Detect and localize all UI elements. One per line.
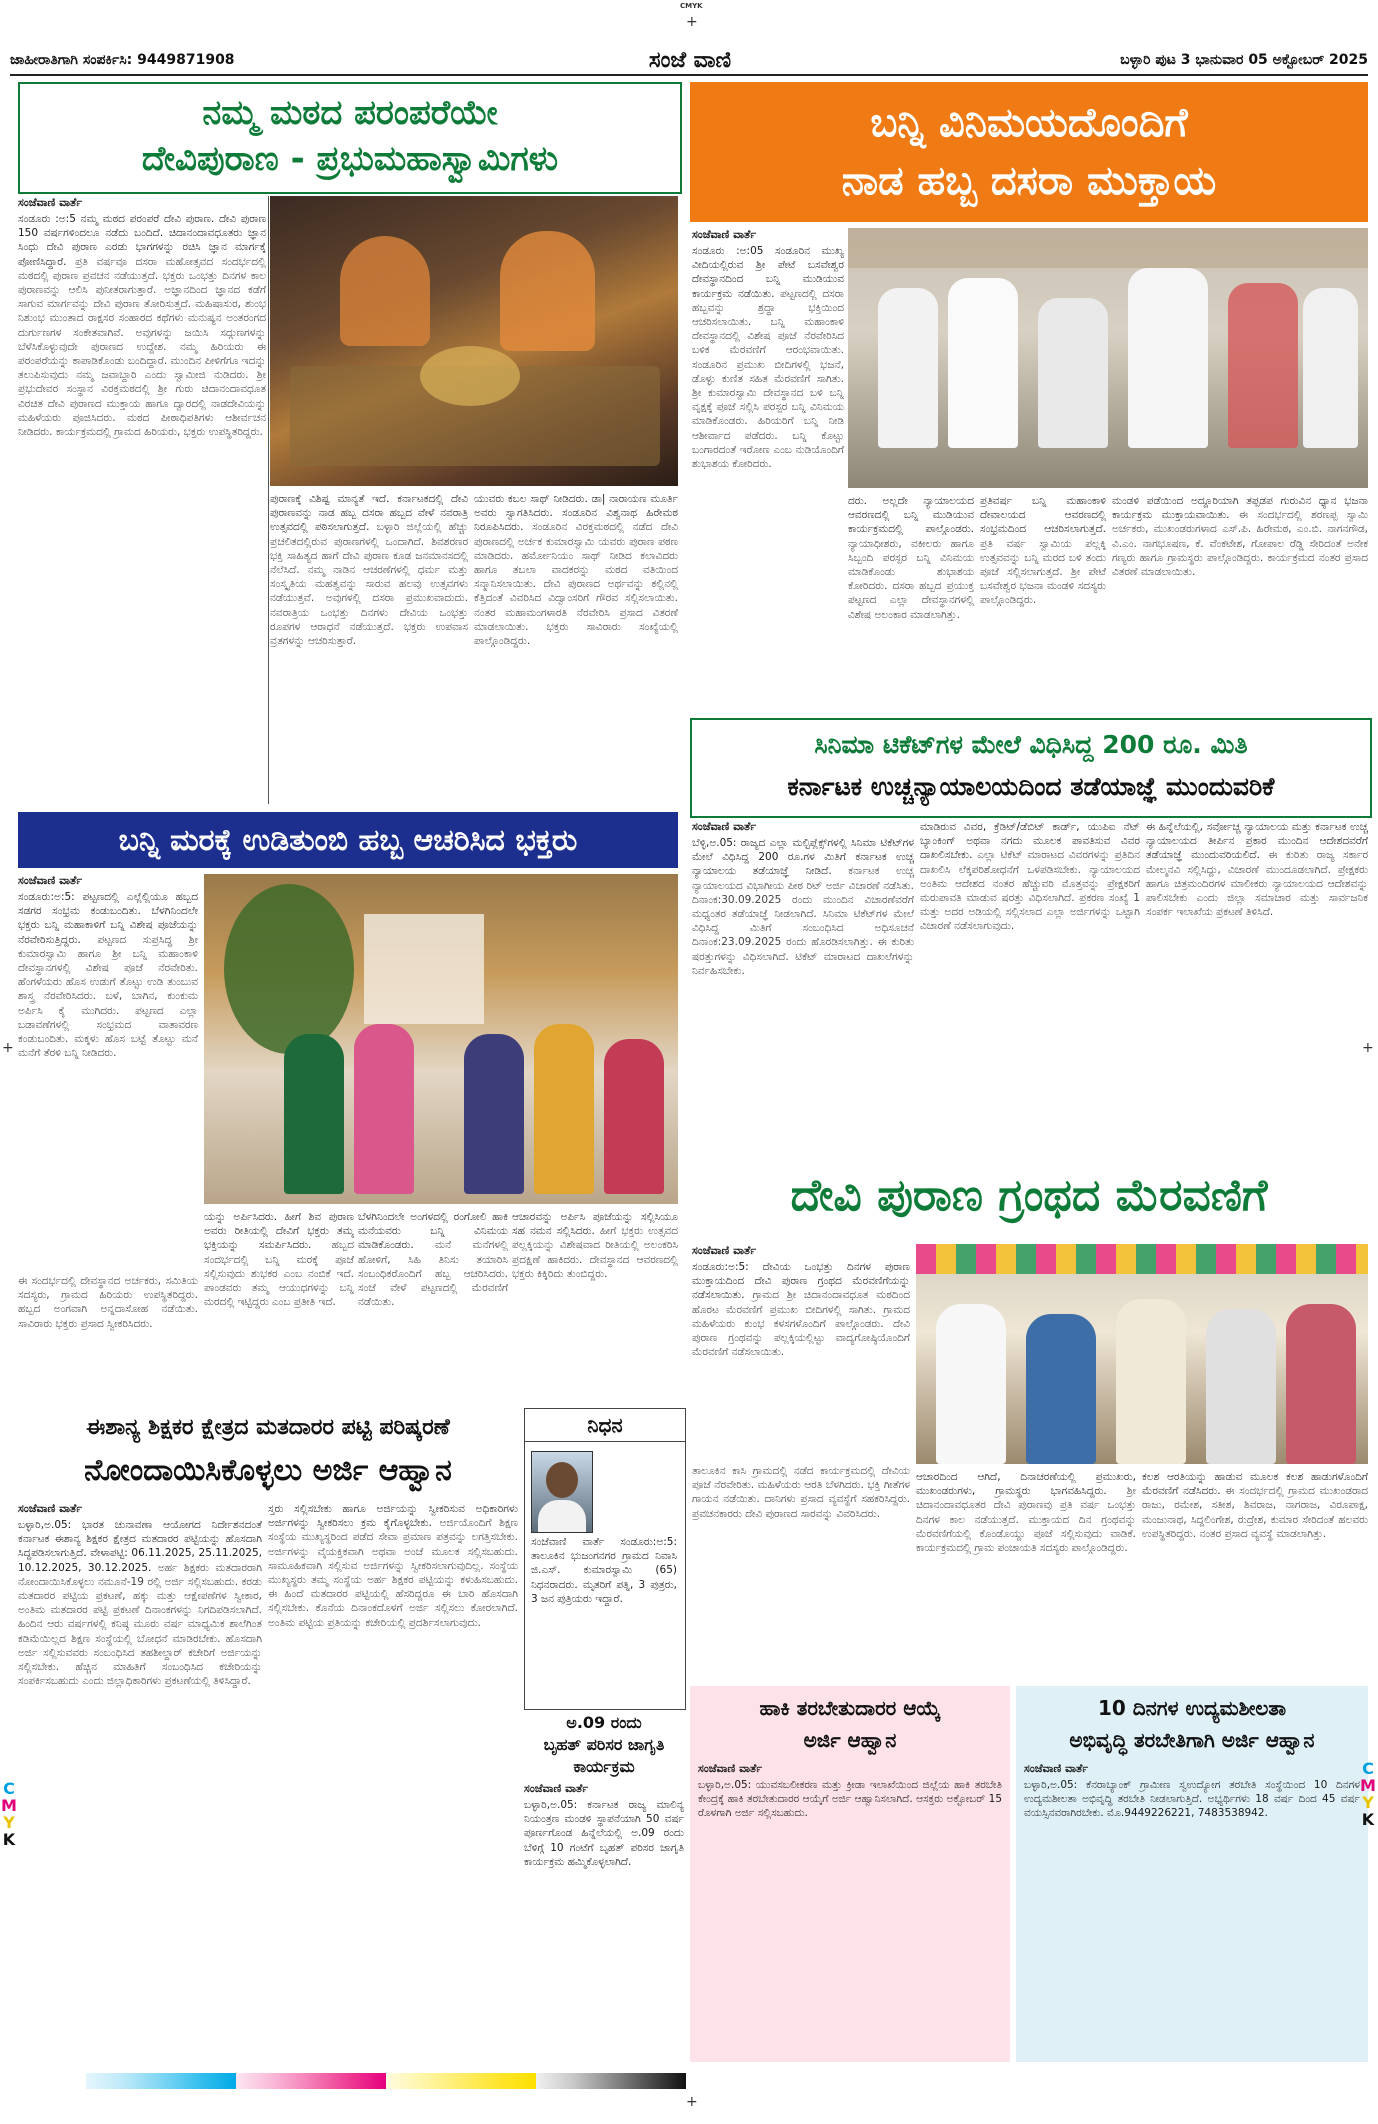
cinema-headline xyxy=(690,718,1372,818)
banni-vinimaya-headline-line2: ನಾಡ ಹಬ್ಬ ದಸರಾ ಮುಕ್ತಾಯ xyxy=(841,158,1217,204)
ads-contact: ಜಾಹೀರಾತಿಗಾಗಿ ಸಂಪರ್ಕಿಸಿ: 9449871908 xyxy=(10,52,235,68)
eshanya-dateline: ಸಂಜೆವಾಣಿ ವಾರ್ತೆ xyxy=(18,1502,83,1515)
environment-text: ಬಳ್ಳಾರಿ,ಅ.05: ಕರ್ನಾಟಕ ರಾಜ್ಯ ಮಾಲಿನ್ಯ ನಿಯಂತ್ರಣ ಮಂಡಳಿ ಸ್ಥಾಪನೆಯಾಗಿ 50 ವರ್ಷ ಪೂರ್ಣಗೊಂಡ ಹಿನ್ನೆಲೆಯಲ್ಲಿ ಅ.09 ರಂದು ಬೆಳಿಗ್ಗೆ 10 ಗಂಟೆಗೆ ಬೃಹತ್ ಪರಿಸರ ಜಾಗೃತಿ ಕಾರ್ಯಕ್ರಮ ಹಮ್ಮಿಕೊಳ್ಳಲಾಗಿದೆ. xyxy=(524,1799,684,1868)
skill-headline-line2: ಅಭಿವೃದ್ಧಿ ತರಬೇತಿಗಾಗಿ ಅರ್ಜಿ ಆಹ್ವಾನ xyxy=(1069,1728,1315,1752)
photo-shape xyxy=(284,1034,344,1194)
cinema-col3-text: ಈ ಹಿನ್ನೆಲೆಯಲ್ಲಿ, ಸರ್ವೋಚ್ಚ ನ್ಯಾಯಾಲಯ ಮತ್ತು ಕರ್ನಾಟಕ ಉಚ್ಚ ನ್ಯಾಯಾಲಯದ ತೀರ್ಪಿನ ಪ್ರಕಾರ ಮುಂದಿನ ಆದೇಶದವರೆಗೆ ತಡೆಯಾಜ್ಞೆ ಮುಂದುವರಿಯಲಿದೆ. xyxy=(1146,821,1368,862)
devi-purana-col3-text: ಯುವರು ಕಬಲ ಸಾಥ್ ನೀಡಿದರು. ಡಾ| ನಾರಾಯಣ ಮೂರ್ತಿ ಅವರು ಸ್ವಾಗತಿಸಿದರು. ಸಂಡೂರಿನ ವಿಶ್ವನಾಥ ಹಿರೇಮಠ ನಿರೂಪಿಸಿದರು. xyxy=(474,493,678,534)
procession-col1: ಸಂಜೆವಾಣಿ ವಾರ್ತೆ ಸಂಡೂರು:ಅ:5: ದೇವಿಯ ಒಂಭತ್ತು ದಿನಗಳ ಪುರಾಣ ಮುಕ್ತಾಯದಿಂದ ದೇವಿ ಪುರಾಣ ಗ್ರಂಥದ ಮೆರವಣಿಗೆಯನ್ನು ನಡೆಸಲಾಯಿತು. ಗ್ರಾಮದ ಶ್ರೀ ಚಿದಾನಂದಾವಧೂತ ಮಠದಿಂದ ಹೊರಟ ಮೆರವಣಿಗೆ ಪ್ರಮುಖ ಬೀದಿಗಳಲ್ಲಿ ಸಾಗಿತು. ಗ್ರಾಮದ ಮಹಿಳೆಯರು ಕುಂಭ ಕಳಸಗಳೊಂದಿಗೆ ಪಾಲ್ಗೊಂಡರು. ದೇವಿ ಪುರಾಣ ಗ್ರಂಥವನ್ನು ಪಲ್ಲಕ್ಕಿಯಲ್ಲಿಟ್ಟು ವಾದ್ಯಗೋಷ್ಠಿಯೊಂದಿಗೆ ಮೆರವಣಿಗೆ ನಡೆಸಲಾಯಿತು. xyxy=(692,1244,910,1359)
banni-vinimaya-col3-text: ಪ್ರತಿವರ್ಷ ಬನ್ನಿ ಮಹಾಂಕಾಳಿ ದೇವಾಲಯದ ಆವರಣದಲ್ಲಿ ಸಂಭ್ರಮದಿಂದ ಆಚರಿಸಲಾಗುತ್ತದೆ. xyxy=(980,495,1106,536)
obituary-portrait xyxy=(531,1451,593,1533)
date-line: ಬಳ್ಳಾರಿ ಪುಟ 3 ಭಾನುವಾರ 05 ಅಕ್ಟೋಬರ್ 2025 xyxy=(1120,52,1368,68)
procession-col2: ಆಚಾರದಿಂದ ಆಗಿದೆ, ದಿನಾಚರಣೆಯಲ್ಲಿ ಪ್ರಮುಖರು, ಮುಖಂಡರುಗಳು, ಗ್ರಾಮಸ್ಥರು ಭಾಗವಹಿಸಿದ್ದರು. ಶ್ರೀ ಚಿದಾನಂದಾವಧೂತರ ದೇವಿ ಪುರಾಣವು ಪ್ರತಿ ವರ್ಷ ಒಂಭತ್ತು ದಿನಗಳ ಕಾಲ ನಡೆಯುತ್ತದೆ. ಮುಕ್ತಾಯದ ದಿನ ಗ್ರಂಥವನ್ನು ಮೆರವಣಿಗೆಯಲ್ಲಿ ಕೊಂಡೊಯ್ದು ಪೂಜೆ ಸಲ್ಲಿಸುವುದು ವಾಡಿಕೆ. ಕಾರ್ಯಕ್ರಮದಲ್ಲಿ ಗ್ರಾಮ ಪಂಚಾಯತಿ ಸದಸ್ಯರು ಪಾಲ್ಗೊಂಡಿದ್ದರು. xyxy=(916,1471,1136,1555)
banni-vinimaya-lead: ಸಂಡೂರು :ಅ:05 ಸಂಡೂರಿನ ಮುಖ್ಯ ವೀದಿಯಲ್ಲಿರುವ ಶ್ರೀ ಪೇಟೆ ಬಸವೇಶ್ವರ ದೇವಸ್ಥಾನದಿಂದ ಬನ್ನಿ ಮುಡಿಯುವ ಕಾರ್ಯಕ್ರಮ ನಡೆಯಿತು. xyxy=(692,245,844,300)
photo-shape xyxy=(364,914,484,1024)
masthead xyxy=(10,47,1368,76)
photo-shape xyxy=(546,1462,578,1498)
procession-col2-text: ಆಚಾರದಿಂದ ಆಗಿದೆ, ದಿನಾಚರಣೆಯಲ್ಲಿ ಪ್ರಮುಖರು, ಮುಖಂಡರುಗಳು, ಗ್ರಾಮಸ್ಥರು ಭಾಗವಹಿಸಿದ್ದರು. xyxy=(916,1471,1136,1498)
photo-shape xyxy=(1026,1314,1096,1464)
cmyk-k: K xyxy=(2,1830,16,1849)
coaching-text: ಬಳ್ಳಾರಿ,ಅ.05: ಯುವಸಬಲೀಕರಣ ಮತ್ತು ಕ್ರೀಡಾ ಇಲಾಖೆಯಿಂದ ಜಿಲ್ಲೆಯ ಹಾಕಿ ತರಬೇತಿ ಕೇಂದ್ರಕ್ಕೆ ಹಾಕಿ ತರಬೇತುದಾರರ ಆಯ್ಕೆಗೆ ಅರ್ಜಿ ಆಹ್ವಾನಿಸಲಾಗಿದೆ. ಆಸಕ್ತರು ಅಕ್ಟೋಬರ್ 15 ರೊಳಗಾಗಿ ಅರ್ಜಿ ಸಲ್ಲಿಸಬಹುದು. xyxy=(698,1779,1002,1820)
photo-shape xyxy=(354,1024,414,1194)
photo-shape xyxy=(1128,268,1208,448)
devi-purana-col3: ಯುವರು ಕಬಲ ಸಾಥ್ ನೀಡಿದರು. ಡಾ| ನಾರಾಯಣ ಮೂರ್ತಿ ಅವರು ಸ್ವಾಗತಿಸಿದರು. ಸಂಡೂರಿನ ವಿಶ್ವನಾಥ ಹಿರೇಮಠ ನಿರೂಪಿಸಿದರು. ಸಂಡೂರಿನ ವಿರಕ್ತಮಠದಲ್ಲಿ ನಡೆದ ದೇವಿ ಪುರಾಣದಲ್ಲಿ ಅರ್ಚಕ ಕುಮಾರಸ್ವಾಮಿ ಯವರು ಪುರಾಣ ಪಠಣ ಮಾಡಿದರು. ಹರ್ಮೋನಿಯಂ ಸಾಥ್ ನೀಡಿದ ಕಲಾವಿದರು ಹಾಗೂ ತಬಲಾ ವಾದಕರನ್ನು ಮಠದ ವತಿಯಿಂದ ಸನ್ಮಾನಿಸಲಾಯಿತು. ದೇವಿ ಪುರಾಣದ ಅರ್ಥವನ್ನು ಕಲ್ಲಿನಲ್ಲಿ ಕೆತ್ತಿದಂತೆ ವಿವರಿಸಿದ ವಿದ್ವಾಂಸರಿಗೆ ಗೌರವ ಸಲ್ಲಿಸಲಾಯಿತು. ನಂತರ ಮಹಾಮಂಗಳಾರತಿ ನೆರವೇರಿಸಿ ಪ್ರಸಾದ ವಿತರಣೆ ಮಾಡಲಾಯಿತು. ಭಕ್ತರು ಸಾವಿರಾರು ಸಂಖ್ಯೆಯಲ್ಲಿ ಪಾಲ್ಗೊಂಡಿದ್ದರು. xyxy=(474,493,678,648)
photo-shape xyxy=(1286,1304,1356,1464)
obituary-title: ನಿಧನ xyxy=(525,1409,685,1442)
photo-shape xyxy=(500,231,595,351)
banni-marakke-col4: ಆಚಾರವನ್ನು ಅರ್ಪಿಸಿ ಪೂಜೆಯನ್ನು ಸಲ್ಲಿಸಿಯೂ ಸಹ ನಮನ ಸಲ್ಲಿಸಿದರು. ಹೀಗೆ ಭಕ್ತರು ಉತ್ಸವದ ಪಲ್ಲಕ್ಕಿಯನ್ನು ವಿಶೇಷವಾದ ರೀತಿಯಲ್ಲಿ ಅಲಂಕರಿಸಿ ಪ್ರದಕ್ಷಿಣೆ ಹಾಕಿದರು. ದೇವಸ್ಥಾನದ ಆವರಣದಲ್ಲಿ ಭಕ್ತರು ಕಿಕ್ಕಿರಿದು ತುಂಬಿದ್ದರು. xyxy=(512,1211,678,1280)
photo-shape xyxy=(1206,1309,1276,1464)
procession-col1-text: ಸಂಡೂರು:ಅ:5: ದೇವಿಯ ಒಂಭತ್ತು ದಿನಗಳ ಪುರಾಣ ಮುಕ್ತಾಯದಿಂದ ದೇವಿ ಪುರಾಣ ಗ್ರಂಥದ ಮೆರವಣಿಗೆಯನ್ನು ನಡೆಸಲಾಯಿತು. xyxy=(692,1261,910,1302)
cmyk-y: Y xyxy=(3,1813,15,1832)
photo-shape xyxy=(1228,283,1298,448)
cmyk-mark-top: CMYK xyxy=(680,2,703,10)
eshanya-headline-line1: ಈಶಾನ್ಯ ಶಿಕ್ಷಕರ ಕ್ಷೇತ್ರದ ಮತದಾರರ ಪಟ್ಟಿ ಪರಿಷ್ಕರಣೆ xyxy=(86,1415,450,1440)
rule xyxy=(268,196,269,804)
eshanya-headline xyxy=(18,1408,518,1500)
photo-shape xyxy=(1303,288,1358,448)
skill-dateline: ಸಂಜೆವಾಣಿ ವಾರ್ತೆ xyxy=(1024,1762,1089,1775)
cinema-dateline: ಸಂಜೆವಾಣಿ ವಾರ್ತೆ xyxy=(692,820,757,833)
banni-marakke-col2: ಯನ್ನು ಅರ್ಪಿಸಿದರು. ಹೀಗೆ ಶಿವ ಪುರಾಣ ಅವರು ರೀತಿಯಲ್ಲಿ ದೇವಿಗೆ ಭಕ್ತರು ತಮ್ಮ ಭಕ್ತಿಯನ್ನು ಸಮರ್ಪಿಸಿದರು. ಹಬ್ಬದ ಸಂದರ್ಭದಲ್ಲಿ ಬನ್ನಿ ಮರಕ್ಕೆ ಪೂಜೆ ಸಲ್ಲಿಸುವುದು ಶುಭಕರ ಎಂಬ ನಂಬಿಕೆ ಇದೆ. ಪಾಂಡವರು ತಮ್ಮ ಆಯುಧಗಳನ್ನು ಬನ್ನಿ ಮರದಲ್ಲಿ ಇಟ್ಟಿದ್ದರು ಎಂಬ ಪ್ರತೀತಿ ಇದೆ. xyxy=(204,1211,354,1309)
banni-marakke-col1: ಸಂಜೆವಾಣಿ ವಾರ್ತೆ ಸಂಡೂರು:ಅ:5: ಪಟ್ಟಣದಲ್ಲಿ ಎಲ್ಲೆಲ್ಲಿಯೂ ಹಬ್ಬದ ಸಡಗರ ಸಂಭ್ರಮ ಕಂಡುಬಂದಿತು. ಬೆಳಗಿನಿಂದಲೇ ಭಕ್ತರು ಬನ್ನಿ ಮಹಾಕಾಳಿಗೆ ಬನ್ನಿ ವಿಶೇಷ ಪೂಜೆಯನ್ನು ನೆರವೇರಿಸುತ್ತಿದ್ದರು. ಪಟ್ಟಣದ ಸುಪ್ರಸಿದ್ಧ ಶ್ರೀ ಕುಮಾರಸ್ವಾಮಿ ಹಾಗೂ ಶ್ರೀ ಬನ್ನಿ ಮಹಾಂಕಾಳಿ ದೇವಸ್ಥಾನಗಳಲ್ಲಿ ವಿಶೇಷ ಪೂಜೆ ನೆರವೇರಿತು. ಹೆಂಗಳೆಯರು ಹೊಸ ಉಡುಗೆ ತೊಟ್ಟು ಉಡಿ ತುಂಬುವ ಶಾಸ್ತ್ರ ನೆರವೇರಿಸಿದರು. ಬಳೆ, ಬಾಗಿನ, ಕುಂಕುಮ ಅರ್ಪಿಸಿ ಕೈ ಮುಗಿದರು. ಪಟ್ಟಣದ ಎಲ್ಲಾ ಬಡಾವಣೆಗಳಲ್ಲಿ ಸಂಭ್ರಮದ ವಾತಾವರಣ ಕಂಡುಬಂದಿತು. ಮಕ್ಕಳು ಹೊಸ ಬಟ್ಟೆ ತೊಟ್ಟು ಮನೆ ಮನೆಗೆ ತೆರಳಿ ಬನ್ನಿ ನೀಡಿದರು. xyxy=(18,874,198,1060)
banni-vinimaya-col2-text: ದರು. ಅಲ್ಲದೇ ನ್ಯಾಯಾಲಯದ ಆವರಣದಲ್ಲಿ ಬನ್ನಿ ಮುಡಿಯುವ ಕಾರ್ಯಕ್ರಮದಲ್ಲಿ ಪಾಲ್ಗೊಂಡರು. xyxy=(848,495,974,536)
banni-marakke-col2-text: ಯನ್ನು ಅರ್ಪಿಸಿದರು. ಹೀಗೆ ಶಿವ ಪುರಾಣ ಅವರು ರೀತಿಯಲ್ಲಿ ದೇವಿಗೆ ಭಕ್ತರು ತಮ್ಮ ಭಕ್ತಿಯನ್ನು ಸಮರ್ಪಿಸಿದರು. xyxy=(204,1211,354,1252)
photo-shape xyxy=(420,346,520,406)
color-bar-cyan xyxy=(86,2073,236,2089)
coaching-body xyxy=(690,1756,1010,2058)
procession-col3: ಕಲಶ ಆರತಿಯನ್ನು ಹಾಡುವ ಮೂಲಕ ಕಲಶ ಹಾಡುಗಳೊಂದಿಗೆ ಮೆರವಣಿಗೆ ನಡೆಸಿದರು. ಈ ಸಂದರ್ಭದಲ್ಲಿ ಗ್ರಾಮದ ಮುಖಂಡರಾದ ರಾಜು, ರಮೇಶ, ಸತೀಶ, ಶಿವರಾಜ, ನಾಗರಾಜ, ವಿರೂಪಾಕ್ಷ, ಮಂಜುನಾಥ, ಸಿದ್ದಲಿಂಗೇಶ, ರುದ್ರೇಶ, ಕುಮಾರ ಸೇರಿದಂತೆ ಹಲವರು ಉಪಸ್ಥಿತರಿದ್ದರು. ನಂತರ ಪ್ರಸಾದ ವ್ಯವಸ್ಥೆ ಮಾಡಲಾಗಿತ್ತು. xyxy=(1142,1471,1368,1540)
banni-marakke-col4-text: ಆಚಾರವನ್ನು ಅರ್ಪಿಸಿ ಪೂಜೆಯನ್ನು ಸಲ್ಲಿಸಿಯೂ ಸಹ ನಮನ ಸಲ್ಲಿಸಿದರು. xyxy=(512,1211,678,1238)
photo-shape xyxy=(464,1034,524,1194)
obituary-box xyxy=(524,1408,686,1710)
banni-vinimaya-col4-text: ಮಂಡಳಿ ಪಡೆಯಿಂದ ಅದ್ದೂರಿಯಾಗಿ ತಪ್ಪಡಪ ಗುರುವಿನ ಧ್ಯಾನ ಭಜನಾ ಕಾರ್ಯಕ್ರಮ ಮುಕ್ತಾಯವಾಯಿತು. xyxy=(1112,495,1368,522)
cmyk-c: C xyxy=(1362,1759,1374,1778)
photo-shape xyxy=(916,1244,1368,1274)
photo-shape xyxy=(878,288,938,448)
obituary-text: ಸಂಜೆವಾಣಿ ವಾರ್ತೆ ಸಂಡೂರು:ಅ:5: ತಾಲೂಕಿನ ಭುಜಂಗನಗರ ಗ್ರಾಮದ ನಿವಾಸಿ ಜಿ.ಎಸ್. ಕುಮಾರಸ್ವಾಮಿ (65) ನಿಧನರಾದರು. ಮೃತರಿಗೆ ಪತ್ನಿ, 3 ಪುತ್ರರು, 3 ಜನ ಪುತ್ರಿಯರು ಇದ್ದಾರೆ. xyxy=(531,1536,677,1605)
devi-purana-photo xyxy=(270,196,678,486)
skill-training-box xyxy=(1016,1686,1368,2062)
banni-vinimaya-col4: ಮಂಡಳಿ ಪಡೆಯಿಂದ ಅದ್ದೂರಿಯಾಗಿ ತಪ್ಪಡಪ ಗುರುವಿನ ಧ್ಯಾನ ಭಜನಾ ಕಾರ್ಯಕ್ರಮ ಮುಕ್ತಾಯವಾಯಿತು. ಈ ಸಂದರ್ಭದಲ್ಲಿ ಶರಣಪ್ಪ ಸ್ವಾಮಿ ಅರ್ಚಕರು, ಮುಖಂಡರುಗಳಾದ ಎಸ್.ಪಿ. ಹಿರೇಮಠ, ಎಂ.ಬಿ. ನಾಗನಗೌಡ, ವಿ.ಎಂ. ನಾಗಭೂಷಣ, ಕೆ. ವೆಂಕಟೇಶ, ಗೋಪಾಲ ರೆಡ್ಡಿ ಸೇರಿದಂತೆ ಅನೇಕ ಗಣ್ಯರು ಹಾಗೂ ಗ್ರಾಮಸ್ಥರು ಪಾಲ್ಗೊಂಡಿದ್ದರು. ಕಾರ್ಯಕ್ರಮದ ನಂತರ ಪ್ರಸಾದ ವಿತರಣೆ ಮಾಡಲಾಯಿತು. xyxy=(1112,495,1368,579)
devi-purana-col2-text: ಪುರಾಣಕ್ಕೆ ವಿಶಿಷ್ಟ ಮಾನ್ಯತೆ ಇದೆ. ಕರ್ನಾಟಕದಲ್ಲಿ ದೇವಿ ಪುರಾಣವನ್ನು ನಾಡ ಹಬ್ಬ ದಸರಾ ಹಬ್ಬದ ವೇಳೆ ನವರಾತ್ರಿ ಉತ್ಸವದಲ್ಲಿ ಪಠಿಸಲಾಗುತ್ತದೆ. xyxy=(270,493,468,534)
banni-marakke-headline-text: ಬನ್ನಿ ಮರಕ್ಕೆ ಉಡಿತುಂಬಿ ಹಬ್ಬ ಆಚರಿಸಿದ ಭಕ್ತರು xyxy=(118,822,578,858)
photo-shape xyxy=(224,884,354,1054)
devi-purana-col1: ಸಂಜೆವಾಣಿ ವಾರ್ತೆ ಸಂಡೂರು :ಅ:5 ನಮ್ಮ ಮಠದ ಪರಂಪರೆ ದೇವಿ ಪುರಾಣ. ದೇವಿ ಪುರಾಣ 150 ವರ್ಷಗಳಿಂದಲೂ ನಡೆದು ಬಂದಿದೆ. ಚಿದಾನಂದಾವಧೂತರು ಜ್ಞಾನ ಸಿಂಧು ದೇವಿ ಪುರಾಣ ಎರಡು ಭಾಗಗಳನ್ನು ರಚಿಸಿ ಜ್ಞಾನ ಮಾರ್ಗಕ್ಕೆ ಪೋಣಿಸಿದ್ದಾರೆ. ಪ್ರತಿ ವರ್ಷವೂ ದಸರಾ ಮಹೋತ್ಸವದ ಸಂದರ್ಭದಲ್ಲಿ ಮಠದಲ್ಲಿ ಪುರಾಣ ಪ್ರವಚನ ನಡೆಯುತ್ತದೆ. ಭಕ್ತರು ಒಂಭತ್ತು ದಿನಗಳ ಕಾಲ ಪುರಾಣವನ್ನು ಆಲಿಸಿ ಪುನೀತರಾಗುತ್ತಾರೆ. ಅಜ್ಞಾನದಿಂದ ಜ್ಞಾನದ ಕಡೆಗೆ ಸಾಗುವ ಮಾರ್ಗವನ್ನು ದೇವಿ ಪುರಾಣ ತೋರಿಸುತ್ತದೆ. ಮಹಿಷಾಸುರ, ಶುಂಭ ನಿಶುಂಭ ಮುಂತಾದ ರಾಕ್ಷಸರ ಸಂಹಾರದ ಕಥೆಗಳು ಮನುಷ್ಯನ ಅಂತರಂಗದ ದುರ್ಗುಣಗಳ ಸಂಕೇತವಾಗಿವೆ. ಅವುಗಳನ್ನು ಜಯಿಸಿ ಸದ್ಗುಣಗಳನ್ನು ಬೆಳೆಸಿಕೊಳ್ಳುವುದೇ ಪುರಾಣದ ಉದ್ದೇಶ. ನಮ್ಮ ಹಿರಿಯರು ಈ ಪರಂಪರೆಯನ್ನು ಕಾಪಾಡಿಕೊಂಡು ಬಂದಿದ್ದಾರೆ. ಮುಂದಿನ ಪೀಳಿಗೆಗೂ ಇದನ್ನು ತಲುಪಿಸುವುದು ನಮ್ಮ ಜವಾಬ್ದಾರಿ ಎಂದು ಸ್ವಾಮೀಜಿ ನುಡಿದರು. ಶ್ರೀ ಪ್ರಭುದೇವರ ಸಂಸ್ಥಾನ ವಿರಕ್ತಮಠದಲ್ಲಿ ಶ್ರೀ ಗುರು ಚಿದಾನಂದಾವಧೂತ ವಿರಚಿತ ದೇವಿ ಪುರಾಣದ ಮುಕ್ತಾಯ ಹಾಗೂ ದ್ವಾರದಲ್ಲಿ ನಾಡದೇವಿಯನ್ನು ಮಹಿಳೆಯರು ಪೂಜಿಸಿದರು. ಮಠದ ಪೀಠಾಧಿಪತಿಗಳು ಆಶೀರ್ವಚನ ನೀಡಿದರು. ಕಾರ್ಯಕ್ರಮದಲ್ಲಿ ಗ್ರಾಮದ ಹಿರಿಯರು, ಭಕ್ತರು ಉಪಸ್ಥಿತರಿದ್ದರು. xyxy=(18,196,266,439)
devi-purana-headline xyxy=(18,82,682,194)
environment-headline-line3: ಕಾರ್ಯಕ್ರಮ xyxy=(573,1757,635,1776)
banni-marakke-col1b: ಈ ಸಂದರ್ಭದಲ್ಲಿ ದೇವಸ್ಥಾನದ ಅರ್ಚಕರು, ಸಮಿತಿಯ ಸದಸ್ಯರು, ಗ್ರಾಮದ ಹಿರಿಯರು ಉಪಸ್ಥಿತರಿದ್ದರು. ಹಬ್ಬದ ಅಂಗವಾಗಿ ಅನ್ನದಾಸೋಹ ನಡೆಯಿತು. ಸಾವಿರಾರು ಭಕ್ತರು ಪ್ರಸಾದ ಸ್ವೀಕರಿಸಿದರು. xyxy=(18,1275,198,1330)
environment-headline-line2: ಬೃಹತ್ ಪರಿಸರ ಜಾಗೃತಿ xyxy=(543,1735,665,1754)
procession-headline xyxy=(690,1150,1368,1240)
cmyk-m: M xyxy=(1,1796,17,1815)
photo-shape xyxy=(948,278,1018,448)
crop-mark-bottom: + xyxy=(686,2094,698,2110)
eshanya-headline-line2: ನೋಂದಾಯಿಸಿಕೊಳ್ಳಲು ಅರ್ಜಿ ಆಹ್ವಾನ xyxy=(84,1453,452,1488)
procession-col1b: ತಾಲೂಕಿನ ಕಾಸಿ ಗ್ರಾಮದಲ್ಲಿ ನಡೆದ ಕಾರ್ಯಕ್ರಮದಲ್ಲಿ ದೇವಿಯ ಪೂಜೆ ನೆರವೇರಿತು. ಮಹಿಳೆಯರು ಆರತಿ ಬೆಳಗಿದರು. ಭಕ್ತಿ ಗೀತೆಗಳ ಗಾಯನ ನಡೆಯಿತು. ದಾನಿಗಳು ಪ್ರಸಾದ ವ್ಯವಸ್ಥೆಗೆ ಸಹಕರಿಸಿದ್ದರು. ಪ್ರವಚನಕಾರರು ದೇವಿ ಪುರಾಣದ ಸಾರವನ್ನು ವಿವರಿಸಿದರು. xyxy=(692,1465,910,1520)
banni-marakke-headline xyxy=(18,812,678,868)
banni-vinimaya-photo xyxy=(848,228,1368,488)
photo-shape xyxy=(936,1304,1006,1464)
crop-mark-left: + xyxy=(2,1040,14,1056)
environment-headline-line1: ಅ.09 ರಂದು xyxy=(566,1713,642,1732)
banni-marakke-col3: ಬೆಳಗಿನಿಂದಲೇ ಅಂಗಳದಲ್ಲಿ ರಂಗೋಲಿ ಹಾಕಿ ಮನೆಯವರು ಬನ್ನಿ ವಿನಿಮಯ ಮಾಡಿಕೊಂಡರು. ಮನೆ ಮನೆಗಳಲ್ಲಿ ಹೋಳಿಗೆ, ಸಿಹಿ ತಿನಿಸು ತಯಾರಿಸಿ ಸಂಬಂಧಿಕರೊಂದಿಗೆ ಹಬ್ಬ ಆಚರಿಸಿದರು. ಸಂಜೆ ವೇಳೆ ಪಟ್ಟಣದಲ್ಲಿ ಮೆರವಣಿಗೆ ನಡೆಯಿತು. xyxy=(358,1211,508,1309)
cmyk-k: K xyxy=(1361,1810,1375,1829)
cinema-headline-line1: ಸಿನಿಮಾ ಟಿಕೆಟ್‌ಗಳ ಮೇಲೆ ವಿಧಿಸಿದ್ದ 200 ರೂ. ಮಿತಿ xyxy=(814,730,1248,759)
procession-photo xyxy=(916,1244,1368,1464)
photo-shape xyxy=(340,236,430,346)
banni-vinimaya-headline xyxy=(690,82,1368,222)
procession-dateline: ಸಂಜೆವಾಣಿ ವಾರ್ತೆ xyxy=(692,1244,757,1257)
procession-headline-text: ದೇವಿ ಪುರಾಣ ಗ್ರಂಥದ ಮೆರವಣಿಗೆ xyxy=(790,1169,1268,1221)
procession-col3-text: ಕಲಶ ಆರತಿಯನ್ನು ಹಾಡುವ ಮೂಲಕ ಕಲಶ ಹಾಡುಗಳೊಂದಿಗೆ ಮೆರವಣಿಗೆ ನಡೆಸಿದರು. xyxy=(1142,1471,1368,1498)
eshanya-col2-text: ಸ್ತರು ಸಲ್ಲಿಸಬೇಕು ಹಾಗೂ ಅರ್ಜಿಯನ್ನು ಸ್ವೀಕರಿಸುವ ಅಧಿಕಾರಿಗಳು ಅರ್ಜಿಗಳನ್ನು ಸ್ವೀಕರಿಸಲು ಕ್ರಮ ಕೈಗೊಳ್ಳಬೇಕು. xyxy=(268,1503,518,1530)
eshanya-col2: ಸ್ತರು ಸಲ್ಲಿಸಬೇಕು ಹಾಗೂ ಅರ್ಜಿಯನ್ನು ಸ್ವೀಕರಿಸುವ ಅಧಿಕಾರಿಗಳು ಅರ್ಜಿಗಳನ್ನು ಸ್ವೀಕರಿಸಲು ಕ್ರಮ ಕೈಗೊಳ್ಳಬೇಕು. ಅರ್ಜಿಯೊಂದಿಗೆ ಶಿಕ್ಷಣ ಸಂಸ್ಥೆಯ ಮುಖ್ಯಸ್ಥರಿಂದ ಪಡೆದ ಸೇವಾ ಪ್ರಮಾಣ ಪತ್ರವನ್ನು ಲಗತ್ತಿಸಬೇಕು. ಅರ್ಜಿಗಳನ್ನು ವೈಯಕ್ತಿಕವಾಗಿ ಅಥವಾ ಅಂಚೆ ಮೂಲಕ ಸಲ್ಲಿಸಬಹುದು. ಸಾಮೂಹಿಕವಾಗಿ ಸಲ್ಲಿಸುವ ಅರ್ಜಿಗಳನ್ನು ಸ್ವೀಕರಿಸಲಾಗುವುದಿಲ್ಲ. ಸಂಸ್ಥೆಯ ಮುಖ್ಯಸ್ಥರು ತಮ್ಮ ಸಂಸ್ಥೆಯ ಅರ್ಹ ಶಿಕ್ಷಕರ ಪಟ್ಟಿಯನ್ನು ಕಳುಹಿಸಬಹುದು. ಈ ಹಿಂದೆ ಮತದಾರರ ಪಟ್ಟಿಯಲ್ಲಿ ಹೆಸರಿದ್ದರೂ ಈ ಬಾರಿ ಹೊಸದಾಗಿ ಸಲ್ಲಿಸಬೇಕು. ಕೊನೆಯ ದಿನಾಂಕದೊಳಗೆ ಅರ್ಜಿ ಸಲ್ಲಿಸಲು ಕೋರಲಾಗಿದೆ. ಅಂತಿಮ ಪಟ್ಟಿಯ ಪ್ರತಿಯನ್ನು ಕಚೇರಿಯಲ್ಲಿ ಪ್ರದರ್ಶಿಸಲಾಗುವುದು. xyxy=(268,1503,518,1629)
banni-vinimaya-dateline: ಸಂಜೆವಾಣಿ ವಾರ್ತೆ xyxy=(692,228,757,241)
coaching-dateline: ಸಂಜೆವಾಣಿ ವಾರ್ತೆ xyxy=(698,1762,763,1775)
cinema-col2-text: ಮಾಡಿರುವ ವಿವರ, ಕ್ರೆಡಿಟ್/ಡೆಬಿಟ್ ಕಾರ್ಡ್, ಯುಪಿಐ ನೆಟ್ ಬ್ಯಾಂಕಿಂಗ್ ಅಥವಾ ನಗದು ಮೂಲಕ ಪಾವತಿಸುವ ವಿವರ ದಾಖಲಿಸಬೇಕು. xyxy=(920,821,1140,862)
environment-dateline: ಸಂಜೆವಾಣಿ ವಾರ್ತೆ xyxy=(524,1782,589,1795)
cinema-col3: ಈ ಹಿನ್ನೆಲೆಯಲ್ಲಿ, ಸರ್ವೋಚ್ಚ ನ್ಯಾಯಾಲಯ ಮತ್ತು ಕರ್ನಾಟಕ ಉಚ್ಚ ನ್ಯಾಯಾಲಯದ ತೀರ್ಪಿನ ಪ್ರಕಾರ ಮುಂದಿನ ಆದೇಶದವರೆಗೆ ತಡೆಯಾಜ್ಞೆ ಮುಂದುವರಿಯಲಿದೆ. ಈ ಕುರಿತು ರಾಜ್ಯ ಸರ್ಕಾರ ಮೇಲ್ಮನವಿ ಸಲ್ಲಿಸಿದ್ದು, ವಿಚಾರಣೆ ಮುಂದೂಡಲಾಗಿದೆ. ಪ್ರೇಕ್ಷಕರು ಹಾಗೂ ಚಿತ್ರಮಂದಿರಗಳ ಮಾಲೀಕರು ನ್ಯಾಯಾಲಯದ ಆದೇಶವನ್ನು ಪಾಲಿಸಬೇಕು ಎಂದು ಜಿಲ್ಲಾ ಸಮಾಚಾರ ಮತ್ತು ಸಾರ್ವಜನಿಕ ಸಂಪರ್ಕ ಇಲಾಖೆಯ ಪ್ರಕಟಣೆ ತಿಳಿಸಿದೆ. xyxy=(1146,821,1368,919)
skill-body xyxy=(1016,1756,1368,2058)
color-bar-yellow xyxy=(386,2073,536,2089)
paper-name: ಸಂಜೆ ವಾಣಿ xyxy=(648,47,732,73)
skill-text: ಬಳ್ಳಾರಿ,ಅ.05: ಕೆನರಾಬ್ಯಾಂಕ್ ಗ್ರಾಮೀಣ ಸ್ವಉದ್ಯೋಗ ತರಬೇತಿ ಸಂಸ್ಥೆಯಿಂದ 10 ದಿನಗಳ ಉದ್ಯಮಶೀಲತಾ ಅಭಿವೃದ್ಧಿ ತರಬೇತಿ ನೀಡಲಾಗುತ್ತಿದೆ. ಅಭ್ಯರ್ಥಿಗಳು 18 ವರ್ಷ ದಿಂದ 45 ವರ್ಷ ವಯಸ್ಸಿನವರಾಗಿರಬೇಕು. ಮೊ.9449226221, 7483538942. xyxy=(1024,1779,1360,1820)
banni-vinimaya-col3: ಪ್ರತಿವರ್ಷ ಬನ್ನಿ ಮಹಾಂಕಾಳಿ ದೇವಾಲಯದ ಆವರಣದಲ್ಲಿ ಸಂಭ್ರಮದಿಂದ ಆಚರಿಸಲಾಗುತ್ತದೆ. ಪ್ರತಿ ವರ್ಷ ಸ್ವಾಮಿಯ ಪಲ್ಲಕ್ಕಿ ಉತ್ಸವವನ್ನು ಬನ್ನಿ ಮರದ ಬಳಿ ತಂದು ಪೂಜೆ ಸಲ್ಲಿಸಲಾಗುತ್ತದೆ. ಶ್ರೀ ಪೇಟೆ ಬಸವೇಶ್ವರ ಭಜನಾ ಮಂಡಳಿ ಸದಸ್ಯರು ಪಾಲ್ಗೊಂಡಿದ್ದರು. xyxy=(980,495,1106,607)
cmyk-y: Y xyxy=(1362,1793,1374,1812)
banni-marakke-dateline: ಸಂಜೆವಾಣಿ ವಾರ್ತೆ xyxy=(18,874,83,887)
cmyk-c: C xyxy=(3,1779,15,1798)
eshanya-col1-text: ಬಳ್ಳಾರಿ,ಅ.05: ಭಾರತ ಚುನಾವಣಾ ಆಯೋಗದ ನಿರ್ದೇಶನದಂತೆ ಕರ್ನಾಟಕ ಈಶಾನ್ಯ ಶಿಕ್ಷಕರ ಕ್ಷೇತ್ರದ ಮತದಾರರ ಪಟ್ಟಿಯನ್ನು ಹೊಸದಾಗಿ ಸಿದ್ಧಪಡಿಸಲಾಗುತ್ತಿದೆ. ವೇಳಾಪಟ್ಟಿ: 06.11.2025, 25.11.2025, 10.12.2025, 30.12.2025. xyxy=(18,1519,262,1574)
photo-shape xyxy=(848,228,1368,268)
devi-purana-headline-line2: ದೇವಿಪುರಾಣ - ಪ್ರಭುಮಹಾಸ್ವಾಮಿಗಳು xyxy=(141,139,559,179)
eshanya-col1: ಸಂಜೆವಾಣಿ ವಾರ್ತೆ ಬಳ್ಳಾರಿ,ಅ.05: ಭಾರತ ಚುನಾವಣಾ ಆಯೋಗದ ನಿರ್ದೇಶನದಂತೆ ಕರ್ನಾಟಕ ಈಶಾನ್ಯ ಶಿಕ್ಷಕರ ಕ್ಷೇತ್ರದ ಮತದಾರರ ಪಟ್ಟಿಯನ್ನು ಹೊಸದಾಗಿ ಸಿದ್ಧಪಡಿಸಲಾಗುತ್ತಿದೆ. ವೇಳಾಪಟ್ಟಿ: 06.11.2025, 25.11.2025, 10.12.2025, 30.12.2025. ಅರ್ಹ ಶಿಕ್ಷಕರು ಮತದಾರರಾಗಿ ನೋಂದಾಯಿಸಿಕೊಳ್ಳಲು ನಮೂನೆ-19 ರಲ್ಲಿ ಅರ್ಜಿ ಸಲ್ಲಿಸಬಹುದು. ಕರಡು ಮತದಾರರ ಪಟ್ಟಿಯ ಪ್ರಕಟಣೆ, ಹಕ್ಕು ಮತ್ತು ಆಕ್ಷೇಪಣೆಗಳ ಸ್ವೀಕಾರ, ಅಂತಿಮ ಮತದಾರರ ಪಟ್ಟಿ ಪ್ರಕಟಣೆ ದಿನಾಂಕಗಳನ್ನು ನಿಗದಿಪಡಿಸಲಾಗಿದೆ. ಹಿಂದಿನ ಆರು ವರ್ಷಗಳಲ್ಲಿ ಕನಿಷ್ಠ ಮೂರು ವರ್ಷ ಮಾಧ್ಯಮಿಕ ಶಾಲೆಗಿಂತ ಕಡಿಮೆಯಿಲ್ಲದ ಶಿಕ್ಷಣ ಸಂಸ್ಥೆಯಲ್ಲಿ ಬೋಧನೆ ಮಾಡಿರಬೇಕು. ಹೊಸದಾಗಿ ಅರ್ಜಿ ಸಲ್ಲಿಸುವವರು ಸಂಬಂಧಿಸಿದ ತಹಶೀಲ್ದಾರ್ ಕಚೇರಿಗೆ ಅರ್ಜಿಯನ್ನು ಸಲ್ಲಿಸಬೇಕು. ಹೆಚ್ಚಿನ ಮಾಹಿತಿಗೆ ಸಂಬಂಧಿಸಿದ ಕಚೇರಿಯನ್ನು ಸಂಪರ್ಕಿಸಬಹುದು ಎಂದು ಜಿಲ್ಲಾಧಿಕಾರಿಗಳು ಪ್ರಕಟಣೆಯಲ್ಲಿ ತಿಳಿಸಿದ್ದಾರೆ. xyxy=(18,1502,262,1688)
photo-shape xyxy=(538,1500,586,1532)
cinema-col2: ಮಾಡಿರುವ ವಿವರ, ಕ್ರೆಡಿಟ್/ಡೆಬಿಟ್ ಕಾರ್ಡ್, ಯುಪಿಐ ನೆಟ್ ಬ್ಯಾಂಕಿಂಗ್ ಅಥವಾ ನಗದು ಮೂಲಕ ಪಾವತಿಸುವ ವಿವರ ದಾಖಲಿಸಬೇಕು. ಎಲ್ಲಾ ಟಿಕೆಟ್ ಮಾರಾಟದ ವಿವರಗಳನ್ನು ಪ್ರತಿದಿನ ದಾಖಲಿಸಿ ಲೆಕ್ಕಪರಿಶೋಧನೆಗೆ ಒಳಪಡಿಸಬೇಕು. ನ್ಯಾಯಾಲಯದ ಅಂತಿಮ ಆದೇಶದ ನಂತರ ಹೆಚ್ಚುವರಿ ಮೊತ್ತವನ್ನು ಪ್ರೇಕ್ಷಕರಿಗೆ ಮರುಪಾವತಿ ಮಾಡುವ ಷರತ್ತು ವಿಧಿಸಲಾಗಿದೆ. ಪ್ರಕರಣ ಸಂಖ್ಯೆ 1 ಮತ್ತು ಅದರ ಅಡಿಯಲ್ಲಿ ಸಲ್ಲಿಸಲಾದ ಎಲ್ಲಾ ಅರ್ಜಿಗಳನ್ನು ಒಟ್ಟಾಗಿ ವಿಚಾರಣೆ ನಡೆಸಲಾಗುವುದು. xyxy=(920,821,1140,933)
photo-shape xyxy=(1116,1299,1186,1464)
devi-purana-col2: ಪುರಾಣಕ್ಕೆ ವಿಶಿಷ್ಟ ಮಾನ್ಯತೆ ಇದೆ. ಕರ್ನಾಟಕದಲ್ಲಿ ದೇವಿ ಪುರಾಣವನ್ನು ನಾಡ ಹಬ್ಬ ದಸರಾ ಹಬ್ಬದ ವೇಳೆ ನವರಾತ್ರಿ ಉತ್ಸವದಲ್ಲಿ ಪಠಿಸಲಾಗುತ್ತದೆ. ಬಳ್ಳಾರಿ ಜಿಲ್ಲೆಯಲ್ಲಿ ಹೆಚ್ಚು ಪ್ರಚಲಿತದಲ್ಲಿರುವ ಪುರಾಣಗಳಲ್ಲಿ ಒಂದಾಗಿದೆ. ಶಿವಶರಣರ ಭಕ್ತಿ ಸಾಹಿತ್ಯದ ಹಾಗೆ ದೇವಿ ಪುರಾಣ ಕೂಡ ಜನಮಾನಸದಲ್ಲಿ ನೆಲೆಸಿದೆ. ನಮ್ಮ ನಾಡಿನ ಆಚರಣೆಗಳಲ್ಲಿ ಧರ್ಮ ಮತ್ತು ಸಂಸ್ಕೃತಿಯ ಮಹತ್ವವನ್ನು ಸಾರುವ ಹಲವು ಉತ್ಸವಗಳು ನಡೆಯುತ್ತವೆ. ಅವುಗಳಲ್ಲಿ ದಸರಾ ಪ್ರಮುಖವಾದುದು. ನವರಾತ್ರಿಯ ಒಂಭತ್ತು ದಿನಗಳು ದೇವಿಯ ಒಂಭತ್ತು ರೂಪಗಳ ಆರಾಧನೆ ನಡೆಯುತ್ತದೆ. ಭಕ್ತರು ಉಪವಾಸ ವ್ರತಗಳನ್ನು ಆಚರಿಸುತ್ತಾರೆ. xyxy=(270,493,468,648)
cinema-headline-line2: ಕರ್ನಾಟಕ ಉಚ್ಚನ್ಯಾಯಾಲಯದಿಂದ ತಡೆಯಾಜ್ಞೆ ಮುಂದುವರಿಕೆ xyxy=(787,772,1275,801)
skill-headline-line1: 10 ದಿನಗಳ ಉದ್ಯಮಶೀಲತಾ xyxy=(1097,1696,1287,1720)
banni-marakke-col3-text: ಬೆಳಗಿನಿಂದಲೇ ಅಂಗಳದಲ್ಲಿ ರಂಗೋಲಿ ಹಾಕಿ ಮನೆಯವರು ಬನ್ನಿ ವಿನಿಮಯ ಮಾಡಿಕೊಂಡರು. xyxy=(358,1211,508,1252)
photo-shape xyxy=(604,1039,664,1194)
banni-vinimaya-col2: ದರು. ಅಲ್ಲದೇ ನ್ಯಾಯಾಲಯದ ಆವರಣದಲ್ಲಿ ಬನ್ನಿ ಮುಡಿಯುವ ಕಾರ್ಯಕ್ರಮದಲ್ಲಿ ಪಾಲ್ಗೊಂಡರು. ನ್ಯಾಯಾಧೀಶರು, ವಕೀಲರು ಹಾಗೂ ಸಿಬ್ಬಂದಿ ಪರಸ್ಪರ ಬನ್ನಿ ವಿನಿಮಯ ಮಾಡಿಕೊಂಡು ಶುಭಾಶಯ ಕೋರಿದರು. ದಸರಾ ಹಬ್ಬದ ಪ್ರಯುಕ್ತ ಪಟ್ಟಣದ ಎಲ್ಲಾ ದೇವಸ್ಥಾನಗಳಲ್ಲಿ ವಿಶೇಷ ಅಲಂಕಾರ ಮಾಡಲಾಗಿತ್ತು. xyxy=(848,495,974,621)
banni-vinimaya-col1: ಸಂಜೆವಾಣಿ ವಾರ್ತೆ ಸಂಡೂರು :ಅ:05 ಸಂಡೂರಿನ ಮುಖ್ಯ ವೀದಿಯಲ್ಲಿರುವ ಶ್ರೀ ಪೇಟೆ ಬಸವೇಶ್ವರ ದೇವಸ್ಥಾನದಿಂದ ಬನ್ನಿ ಮುಡಿಯುವ ಕಾರ್ಯಕ್ರಮ ನಡೆಯಿತು. ಪಟ್ಟಣದಲ್ಲಿ ದಸರಾ ಹಬ್ಬವನ್ನು ಶ್ರದ್ಧಾ ಭಕ್ತಿಯಿಂದ ಆಚರಿಸಲಾಯಿತು. ಬನ್ನಿ ಮಹಾಂಕಾಳಿ ದೇವಸ್ಥಾನದಲ್ಲಿ ವಿಶೇಷ ಪೂಜೆ ನೆರವೇರಿಸಿದ ಬಳಿಕ ಮೆರವಣಿಗೆ ಆರಂಭವಾಯಿತು. ಸಂಡೂರಿನ ಪ್ರಮುಖ ಬೀದಿಗಳಲ್ಲಿ ಭಜನೆ, ಡೊಳ್ಳು ಕುಣಿತ ಸಹಿತ ಮೆರವಣಿಗೆ ಸಾಗಿತು. ಶ್ರೀ ಕುಮಾರಸ್ವಾಮಿ ದೇವಸ್ಥಾನದ ಬಳಿ ಬನ್ನಿ ವೃಕ್ಷಕ್ಕೆ ಪೂಜೆ ಸಲ್ಲಿಸಿ ಪರಸ್ಪರ ಬನ್ನಿ ವಿನಿಮಯ ಮಾಡಿಕೊಂಡರು. ಹಿರಿಯರಿಗೆ ಬನ್ನಿ ನೀಡಿ ಆಶೀರ್ವಾದ ಪಡೆದರು. ಬನ್ನಿ ಕೊಟ್ಟು ಬಂಗಾರದಂತೆ ಇರೋಣ ಎಂಬ ನುಡಿಯೊಂದಿಗೆ ಶುಭಾಶಯ ಕೋರಿದರು. xyxy=(692,228,844,471)
coaching-headline-line2: ಅರ್ಜಿ ಆಹ್ವಾನ xyxy=(803,1728,897,1752)
devi-purana-headline-line1: ನಮ್ಮ ಮಠದ ಪರಂಪರೆಯೇ xyxy=(202,93,498,133)
cmyk-m: M xyxy=(1360,1776,1376,1795)
banni-marakke-col1-text: ಸಂಡೂರು:ಅ:5: ಪಟ್ಟಣದಲ್ಲಿ ಎಲ್ಲೆಲ್ಲಿಯೂ ಹಬ್ಬದ ಸಡಗರ ಸಂಭ್ರಮ ಕಂಡುಬಂದಿತು. ಬೆಳಗಿನಿಂದಲೇ ಭಕ್ತರು ಬನ್ನಿ ಮಹಾಕಾಳಿಗೆ ಬನ್ನಿ ವಿಶೇಷ ಪೂಜೆಯನ್ನು ನೆರವೇರಿಸುತ್ತಿದ್ದರು. xyxy=(18,891,198,946)
coaching-box xyxy=(690,1686,1010,2062)
environment-body xyxy=(524,1782,684,2052)
banni-marakke-photo xyxy=(204,874,678,1204)
photo-shape xyxy=(1038,298,1108,448)
color-bar-black xyxy=(536,2073,686,2089)
cmyk-mark-right xyxy=(1359,1760,1377,1828)
devi-purana-dateline: ಸಂಜೆವಾಣಿ ವಾರ್ತೆ xyxy=(18,196,83,209)
devi-purana-lead: ಸಂಡೂರು :ಅ:5 ನಮ್ಮ ಮಠದ ಪರಂಪರೆ ದೇವಿ ಪುರಾಣ. ದೇವಿ ಪುರಾಣ 150 ವರ್ಷಗಳಿಂದಲೂ ನಡೆದು ಬಂದಿದೆ. ಚಿದಾನಂದಾವಧೂತರು ಜ್ಞಾನ ಸಿಂಧು ದೇವಿ ಪುರಾಣ ಎರಡು ಭಾಗಗಳನ್ನು ರಚಿಸಿ ಜ್ಞಾನ ಮಾರ್ಗಕ್ಕೆ ಪೋಣಿಸಿದ್ದಾರೆ. xyxy=(18,213,266,268)
banni-vinimaya-headline-line1: ಬನ್ನಿ ವಿನಿಮಯದೊಂದಿಗೆ xyxy=(870,100,1188,146)
cinema-col1: ಸಂಜೆವಾಣಿ ವಾರ್ತೆ ಬೆಳ್ಳಿ,ಅ.05: ರಾಜ್ಯದ ಎಲ್ಲಾ ಮಲ್ಟಿಪ್ಲೆಕ್ಸ್‌ಗಳಲ್ಲಿ ಸಿನಿಮಾ ಟಿಕೆಟ್‌ಗಳ ಮೇಲೆ ವಿಧಿಸಿದ್ದ 200 ರೂ.ಗಳ ಮಿತಿಗೆ ಕರ್ನಾಟಕ ಉಚ್ಚ ನ್ಯಾಯಾಲಯ ತಡೆಯಾಜ್ಞೆ ನೀಡಿದೆ. ಕರ್ನಾಟಕ ಉಚ್ಚ ನ್ಯಾಯಾಲಯದ ವಿಭಾಗೀಯ ಪೀಠ ರಿಟ್ ಅರ್ಜಿ ವಿಚಾರಣೆ ನಡೆಸಿತು. ದಿನಾಂಕ:30.09.2025 ರಂದು ಮುಂದಿನ ವಿಚಾರಣೆವರೆಗೆ ಮಧ್ಯಂತರ ತಡೆಯಾಜ್ಞೆ ನೀಡಲಾಗಿದೆ. ಸಿನಿಮಾ ಟಿಕೆಟ್‌ಗಳ ಮೇಲೆ ವಿಧಿಸಿದ್ದ ಮಿತಿಗೆ ಸಂಬಂಧಿಸಿದ ಅಧಿಸೂಚನೆ ದಿನಾಂಕ:23.09.2025 ರಂದು ಹೊರಡಿಸಲಾಗಿತ್ತು. ಈ ಕುರಿತು ಷರತ್ತುಗಳನ್ನು ವಿಧಿಸಲಾಗಿದೆ. ಟಿಕೆಟ್ ಮಾರಾಟದ ದಾಖಲೆಗಳನ್ನು ನಿರ್ವಹಿಸಬೇಕು. xyxy=(692,820,914,977)
photo-shape xyxy=(534,1024,594,1194)
color-bar-magenta xyxy=(236,2073,386,2089)
crop-mark-top: + xyxy=(686,14,698,30)
cmyk-mark-left xyxy=(0,1780,18,1848)
cinema-col1-text: ಬೆಳ್ಳಿ,ಅ.05: ರಾಜ್ಯದ ಎಲ್ಲಾ ಮಲ್ಟಿಪ್ಲೆಕ್ಸ್‌ಗಳಲ್ಲಿ ಸಿನಿಮಾ ಟಿಕೆಟ್‌ಗಳ ಮೇಲೆ ವಿಧಿಸಿದ್ದ 200 ರೂ.ಗಳ ಮಿತಿಗೆ ಕರ್ನಾಟಕ ಉಚ್ಚ ನ್ಯಾಯಾಲಯ ತಡೆಯಾಜ್ಞೆ ನೀಡಿದೆ. xyxy=(692,837,914,878)
environment-box xyxy=(524,1712,684,2062)
crop-mark-right: + xyxy=(1362,1040,1374,1056)
coaching-headline-line1: ಹಾಕಿ ತರಬೇತುದಾರರ ಆಯ್ಕೆ xyxy=(759,1696,941,1720)
